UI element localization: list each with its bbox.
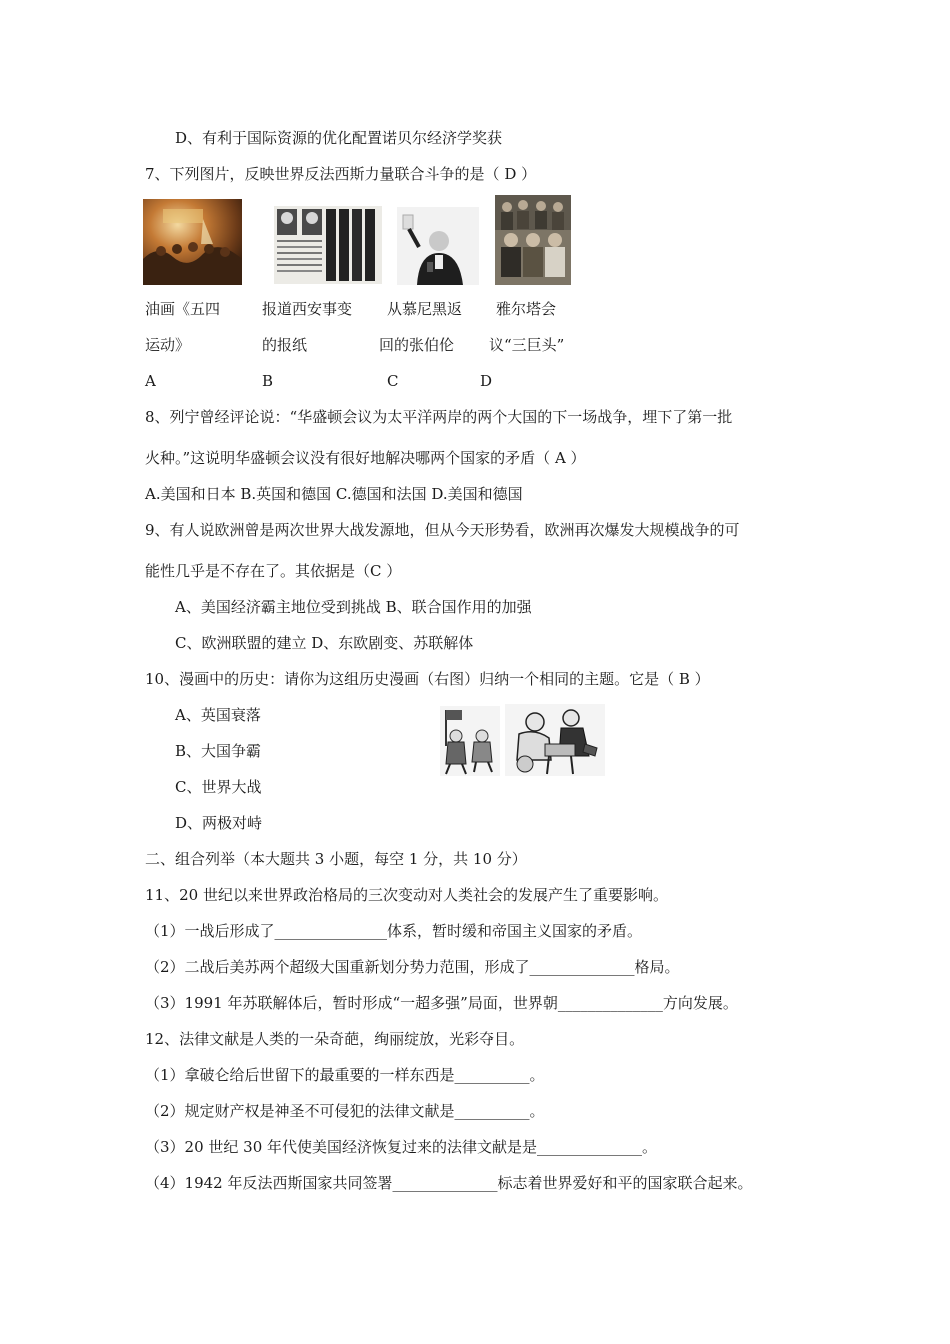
q9-options-ab: A、美国经济霸主地位受到挑战 B、联合国作用的加强 [175,598,532,616]
xian-incident-newspaper-image [274,206,382,284]
cartoon-right-image [505,704,605,776]
q7-option-a-letter: A [145,372,156,390]
q11-item-1: （1）一战后形成了_______________体系，暂时缓和帝国主义国家的矛盾。 [145,922,643,940]
q11-stem: 11、20 世纪以来世界政治格局的三次变动对人类社会的发展产生了重要影响。 [145,886,668,904]
q7-caption-d-line1: 雅尔塔会 [496,300,557,318]
may-fourth-painting-image [143,199,242,285]
yalta-big-three-image [495,195,571,285]
q10-option-c: C、世界大战 [175,778,262,796]
q7-caption-b-line2: 的报纸 [262,336,308,354]
q10-option-d: D、两极对峙 [175,814,263,832]
q7-option-c-letter: C [387,372,399,390]
q10-stem: 10、漫画中的历史：请你为这组历史漫画（右图）归纳一个相同的主题。它是（ B ） [145,670,710,688]
q9-stem-line2: 能性几乎是不存在了。其依据是（C ） [145,562,402,580]
q7-stem: 7、下列图片，反映世界反法西斯力量联合斗争的是（ D ） [145,165,537,183]
q8-stem-line2: 火种。”这说明华盛顿会议没有很好地解决哪两个国家的矛盾（ A ） [145,449,586,467]
q7-caption-a-line1: 油画《五四 [145,300,221,318]
q8-options: A.美国和日本 B.英国和德国 C.德国和法国 D.美国和德国 [145,485,523,503]
q7-caption-d-line2: 议“三巨头” [489,336,565,354]
q7-option-b-letter: B [262,372,274,390]
q12-item-3: （3）20 世纪 30 年代使美国经济恢复过来的法律文献是是______________。 [145,1138,658,1156]
q7-option-d-letter: D [480,372,493,390]
section2-title: 二、组合列举（本大题共 3 小题，每空 1 分，共 10 分） [145,850,527,868]
q7-caption-c-line1: 从慕尼黑返 [387,300,463,318]
q11-item-3: （3）1991 年苏联解体后，暂时形成“一超多强”局面，世界朝______________方向发展。 [145,994,738,1012]
q9-options-cd: C、欧洲联盟的建立 D、东欧剧变、苏联解体 [175,634,474,652]
q12-item-1: （1）拿破仑给后世留下的最重要的一样东西是__________。 [145,1066,545,1084]
cartoon-left-image [440,706,500,776]
q7-caption-c-line2: 回的张伯伦 [379,336,455,354]
q6-option-d: D、有利于国际资源的优化配置诺贝尔经济学奖获 [175,129,503,147]
q10-option-b: B、大国争霸 [175,742,262,760]
q12-item-2: （2）规定财产权是神圣不可侵犯的法律文献是__________。 [145,1102,545,1120]
q10-option-a: A、英国衰落 [175,706,261,724]
q12-stem: 12、法律文献是人类的一朵奇葩，绚丽绽放，光彩夺目。 [145,1030,525,1048]
q7-caption-a-line2: 运动》 [145,336,191,354]
q12-item-4: （4）1942 年反法西斯国家共同签署______________标志着世界爱好和平的国家联合起来。 [145,1174,753,1192]
q7-caption-b-line1: 报道西安事变 [262,300,353,318]
q11-item-2: （2）二战后美苏两个超级大国重新划分势力范围，形成了______________格局。 [145,958,680,976]
q9-stem-line1: 9、有人说欧洲曾是两次世界大战发源地，但从今天形势看，欧洲再次爆发大规模战争的可 [145,521,740,539]
chamberlain-photo-image [397,207,479,285]
q8-stem-line1: 8、列宁曾经评论说：“华盛顿会议为太平洋两岸的两个大国的下一场战争，埋下了第一批 [145,408,733,426]
